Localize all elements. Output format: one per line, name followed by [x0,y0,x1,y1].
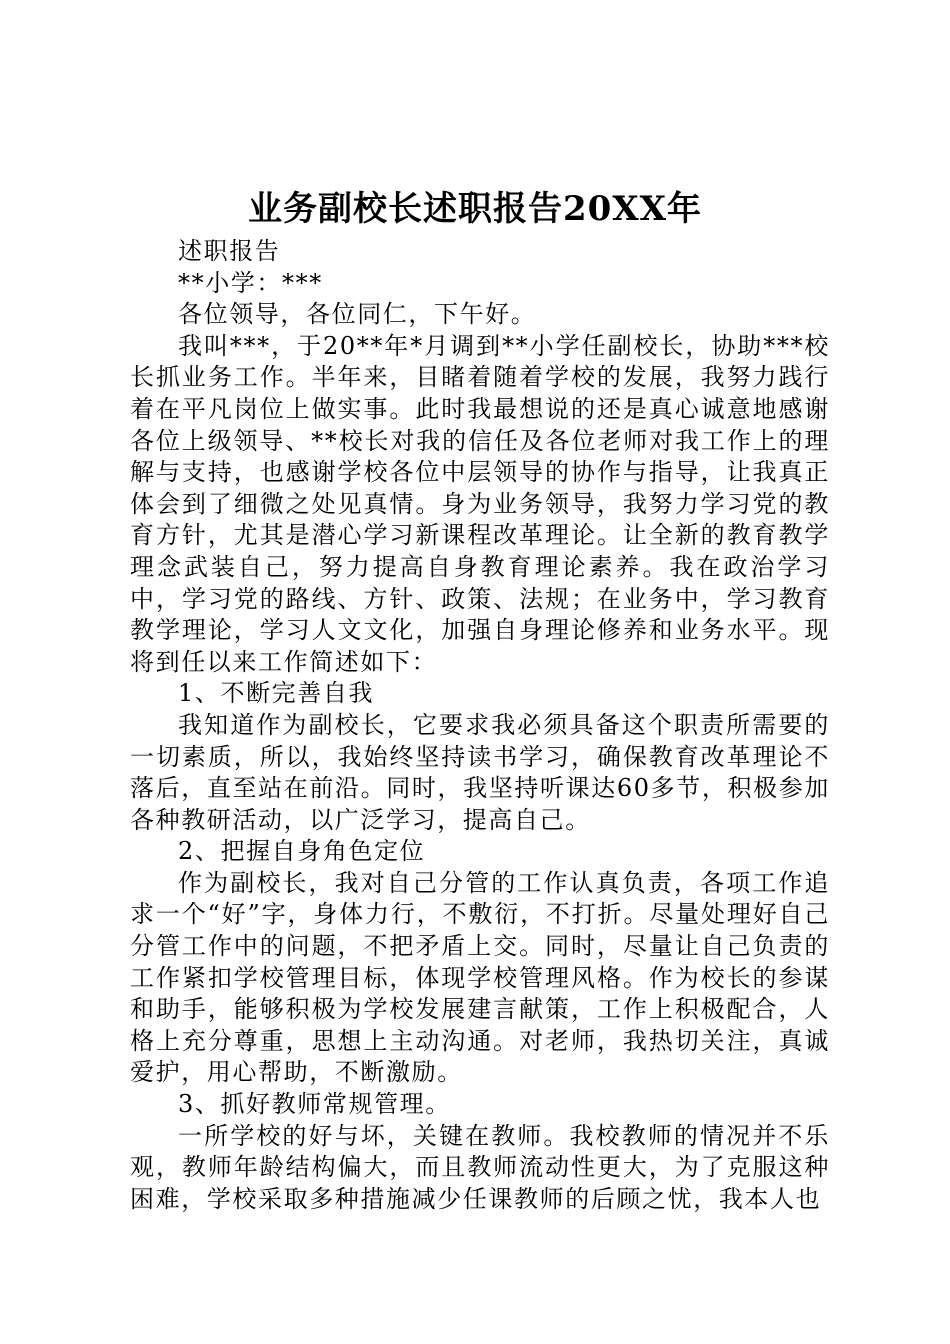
paragraph-heading: 述职报告 [178,237,281,265]
section-heading-1: 1、不断完善自我 [178,679,375,708]
paragraph-school: **小学：*** [178,268,323,297]
paragraph-intro: 我叫***，于20**年*月调到**小学任副校长，协助***校长抓业务工作。半年来，目睹着随着学校的发展，我努力践行着在平凡岗位上做实事。此时我最想说的还是真心诚意地感谢各位上级领导、**校长对我的信任及各位老师对我工作上的理解与支持，也感谢学校各位中层领导的协作与指导，让我真正体会到了细微之处见真情。身为业务领导，我努力学习党的教育方针，尤其是潜心学习新课程改革理论。让全新的教育教学理念武装自己，努力提高自身教育理论素养。我在政治学习中，学习党的路线、方针、政策、法规；在业务中，学习教育教学理论，学习人文文化，加强自身理论修养和业务水平。现将到任以来工作简述如下： [130,331,830,676]
section-heading-3: 3、抓好教师常规管理。 [178,1090,451,1119]
paragraph-greeting: 各位领导，各位同仁，下午好。 [178,300,537,329]
section-heading-2: 2、把握自身角色定位 [178,837,426,866]
document-title: 业务副校长述职报告20XX年 [247,189,703,229]
paragraph-section-3: 一所学校的好与坏，关键在教师。我校教师的情况并不乐观，教师年龄结构偏大，而且教师流动性更大，为了克服这种困难，学校采取多种措施减少任课教师的后顾之忧，我本人也 [130,1121,830,1213]
document-body [130,236,830,1215]
paragraph-section-2: 作为副校长，我对自己分管的工作认真负责，各项工作追求一个“好”字，身体力行，不敷衍，不打折。尽量处理好自己分管工作中的问题，不把矛盾上交。同时，尽量让自己负责的工作紧扣学校管理目标，体现学校管理风格。作为校长的参谋和助手，能够积极为学校发展建言献策，工作上积极配合，人格上充分尊重，思想上主动沟通。对老师，我热切关注，真诚爱护，用心帮助，不断激励。 [130,868,830,1087]
paragraph-section-1: 我知道作为副校长，它要求我必须具备这个职责所需要的一切素质，所以，我始终坚持读书学习，确保教育改革理论不落后，直至站在前沿。同时，我坚持听课达60多节，积极参加各种教研活动，以广泛学习，提高自己。 [130,710,830,834]
